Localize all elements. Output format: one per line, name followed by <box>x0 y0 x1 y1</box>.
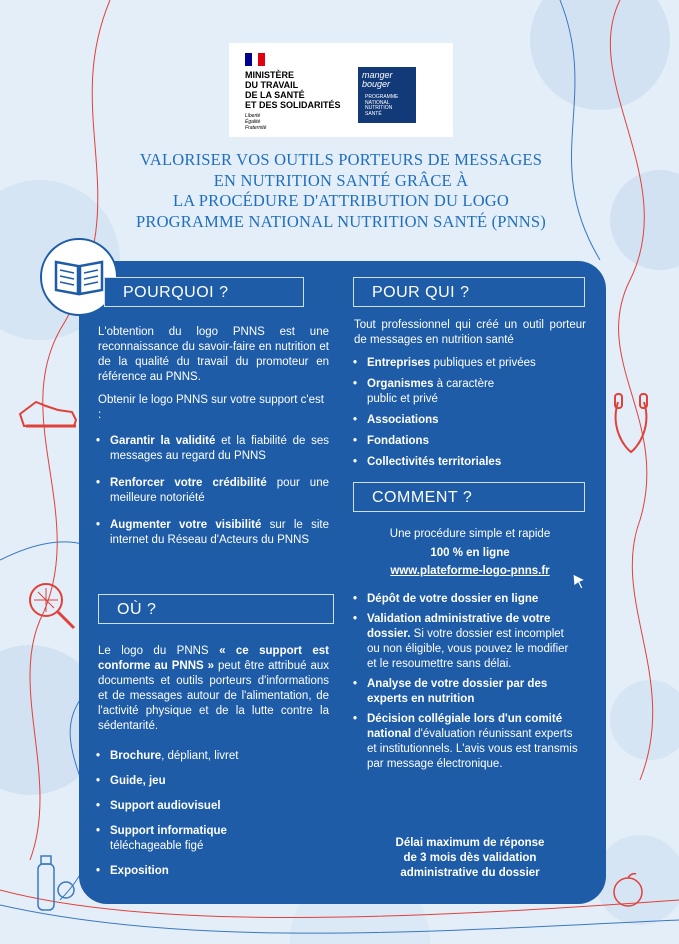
cursor-icon <box>571 572 589 590</box>
platform-link[interactable]: www.plateforme-logo-pnns.fr <box>390 565 550 577</box>
list-item: • Collectivités territoriales <box>353 455 585 470</box>
ou-list <box>96 749 329 879</box>
list-item: • Guide, jeu <box>96 774 329 789</box>
list-item: • Renforcer votre crédibilité pour une meilleure notoriété <box>96 476 329 506</box>
list-item: • Validation administrative de votre dossier. Si votre dossier est incomplet ou non éligible, vous pouvez le modifier et le resoumettre sans délai. <box>353 612 579 672</box>
list-item: • Support informatique téléchageable figé <box>96 824 260 854</box>
comment-intro: Une procédure simple et rapide <box>389 528 551 540</box>
list-item: • Exposition <box>96 864 329 879</box>
pourquoi-lead: Obtenir le logo PNNS sur votre support c'est : <box>98 394 324 421</box>
pourqui-intro: Tout professionnel qui créé un outil porteur de messages en nutrition santé <box>354 319 586 346</box>
page-title: VALORISER VOS OUTILS PORTEURS DE MESSAGES EN NUTRITION SANTÉ GRÂCE À LA PROCÉDURE D'ATTRIBUTION DU LOGO PROGRAMME NATIONAL NUTRITION SANTÉ (PNNS) <box>135 150 546 231</box>
list-item: • Organismes à caractère public et privé <box>353 377 527 407</box>
manger-bouger-logo: manger bouger PROGRAMME NATIONAL NUTRITION SANTÉ <box>358 67 416 123</box>
ou-intro: Le logo du PNNS « ce support est conforme au PNNS » peut être attribué aux documents et outils porteurs d'informations et de messages autour de l'alimentation, de l'activité physique et de la lutte contre la sédentarité. <box>98 645 329 732</box>
comment-online: 100 % en ligne <box>430 547 510 559</box>
list-item: • Garantir la validité et la fiabilité de ses messages au regard du PNNS <box>96 434 329 464</box>
section-heading-pourquoi: POURQUOI ? <box>104 277 304 307</box>
list-item: • Fondations <box>353 434 585 449</box>
jump-rope-icon <box>610 392 652 462</box>
list-item: • Associations <box>353 413 585 428</box>
section-heading-comment: COMMENT ? <box>353 482 585 512</box>
apple-icon <box>608 870 648 910</box>
pourqui-list <box>353 356 585 470</box>
list-item: • Décision collégiale lors d'un comité national d'évaluation réunissant experts et institutionnels. L'avis vous est transmis par message électronique. <box>353 712 579 772</box>
bottle-icon <box>28 852 78 914</box>
list-item: • Support audiovisuel <box>96 799 329 814</box>
ministry-name: MINISTÈRE DU TRAVAIL DE LA SANTÉ ET DES SOLIDARITÉS <box>245 70 341 110</box>
pourquoi-intro: L'obtention du logo PNNS est une reconnaissance du savoir-faire en nutrition et de la qualité du travail du promoteur en référence au PNNS. <box>98 326 329 383</box>
list-item: • Brochure, dépliant, livret <box>96 749 329 764</box>
list-item: • Entreprises publiques et privées <box>353 356 585 371</box>
tennis-racket-icon <box>24 578 79 633</box>
list-item: • Augmenter votre visibilité sur le site internet du Réseau d'Acteurs du PNNS <box>96 518 329 548</box>
comment-list <box>353 592 579 772</box>
french-flag-icon <box>245 53 265 66</box>
list-item: • Analyse de votre dossier par des experts en nutrition <box>353 677 579 707</box>
section-heading-pourqui: POUR QUI ? <box>353 277 585 307</box>
sneaker-icon <box>18 392 80 434</box>
pourquoi-list <box>96 434 329 548</box>
list-item: • Dépôt de votre dossier en ligne <box>353 592 579 607</box>
republic-motto: Liberté Égalité Fraternité <box>245 113 267 131</box>
section-heading-ou: OÙ ? <box>98 594 334 624</box>
logo-banner <box>229 43 453 137</box>
response-delay: Délai maximum de réponse de 3 mois dès validation administrative du dossier <box>395 837 545 879</box>
